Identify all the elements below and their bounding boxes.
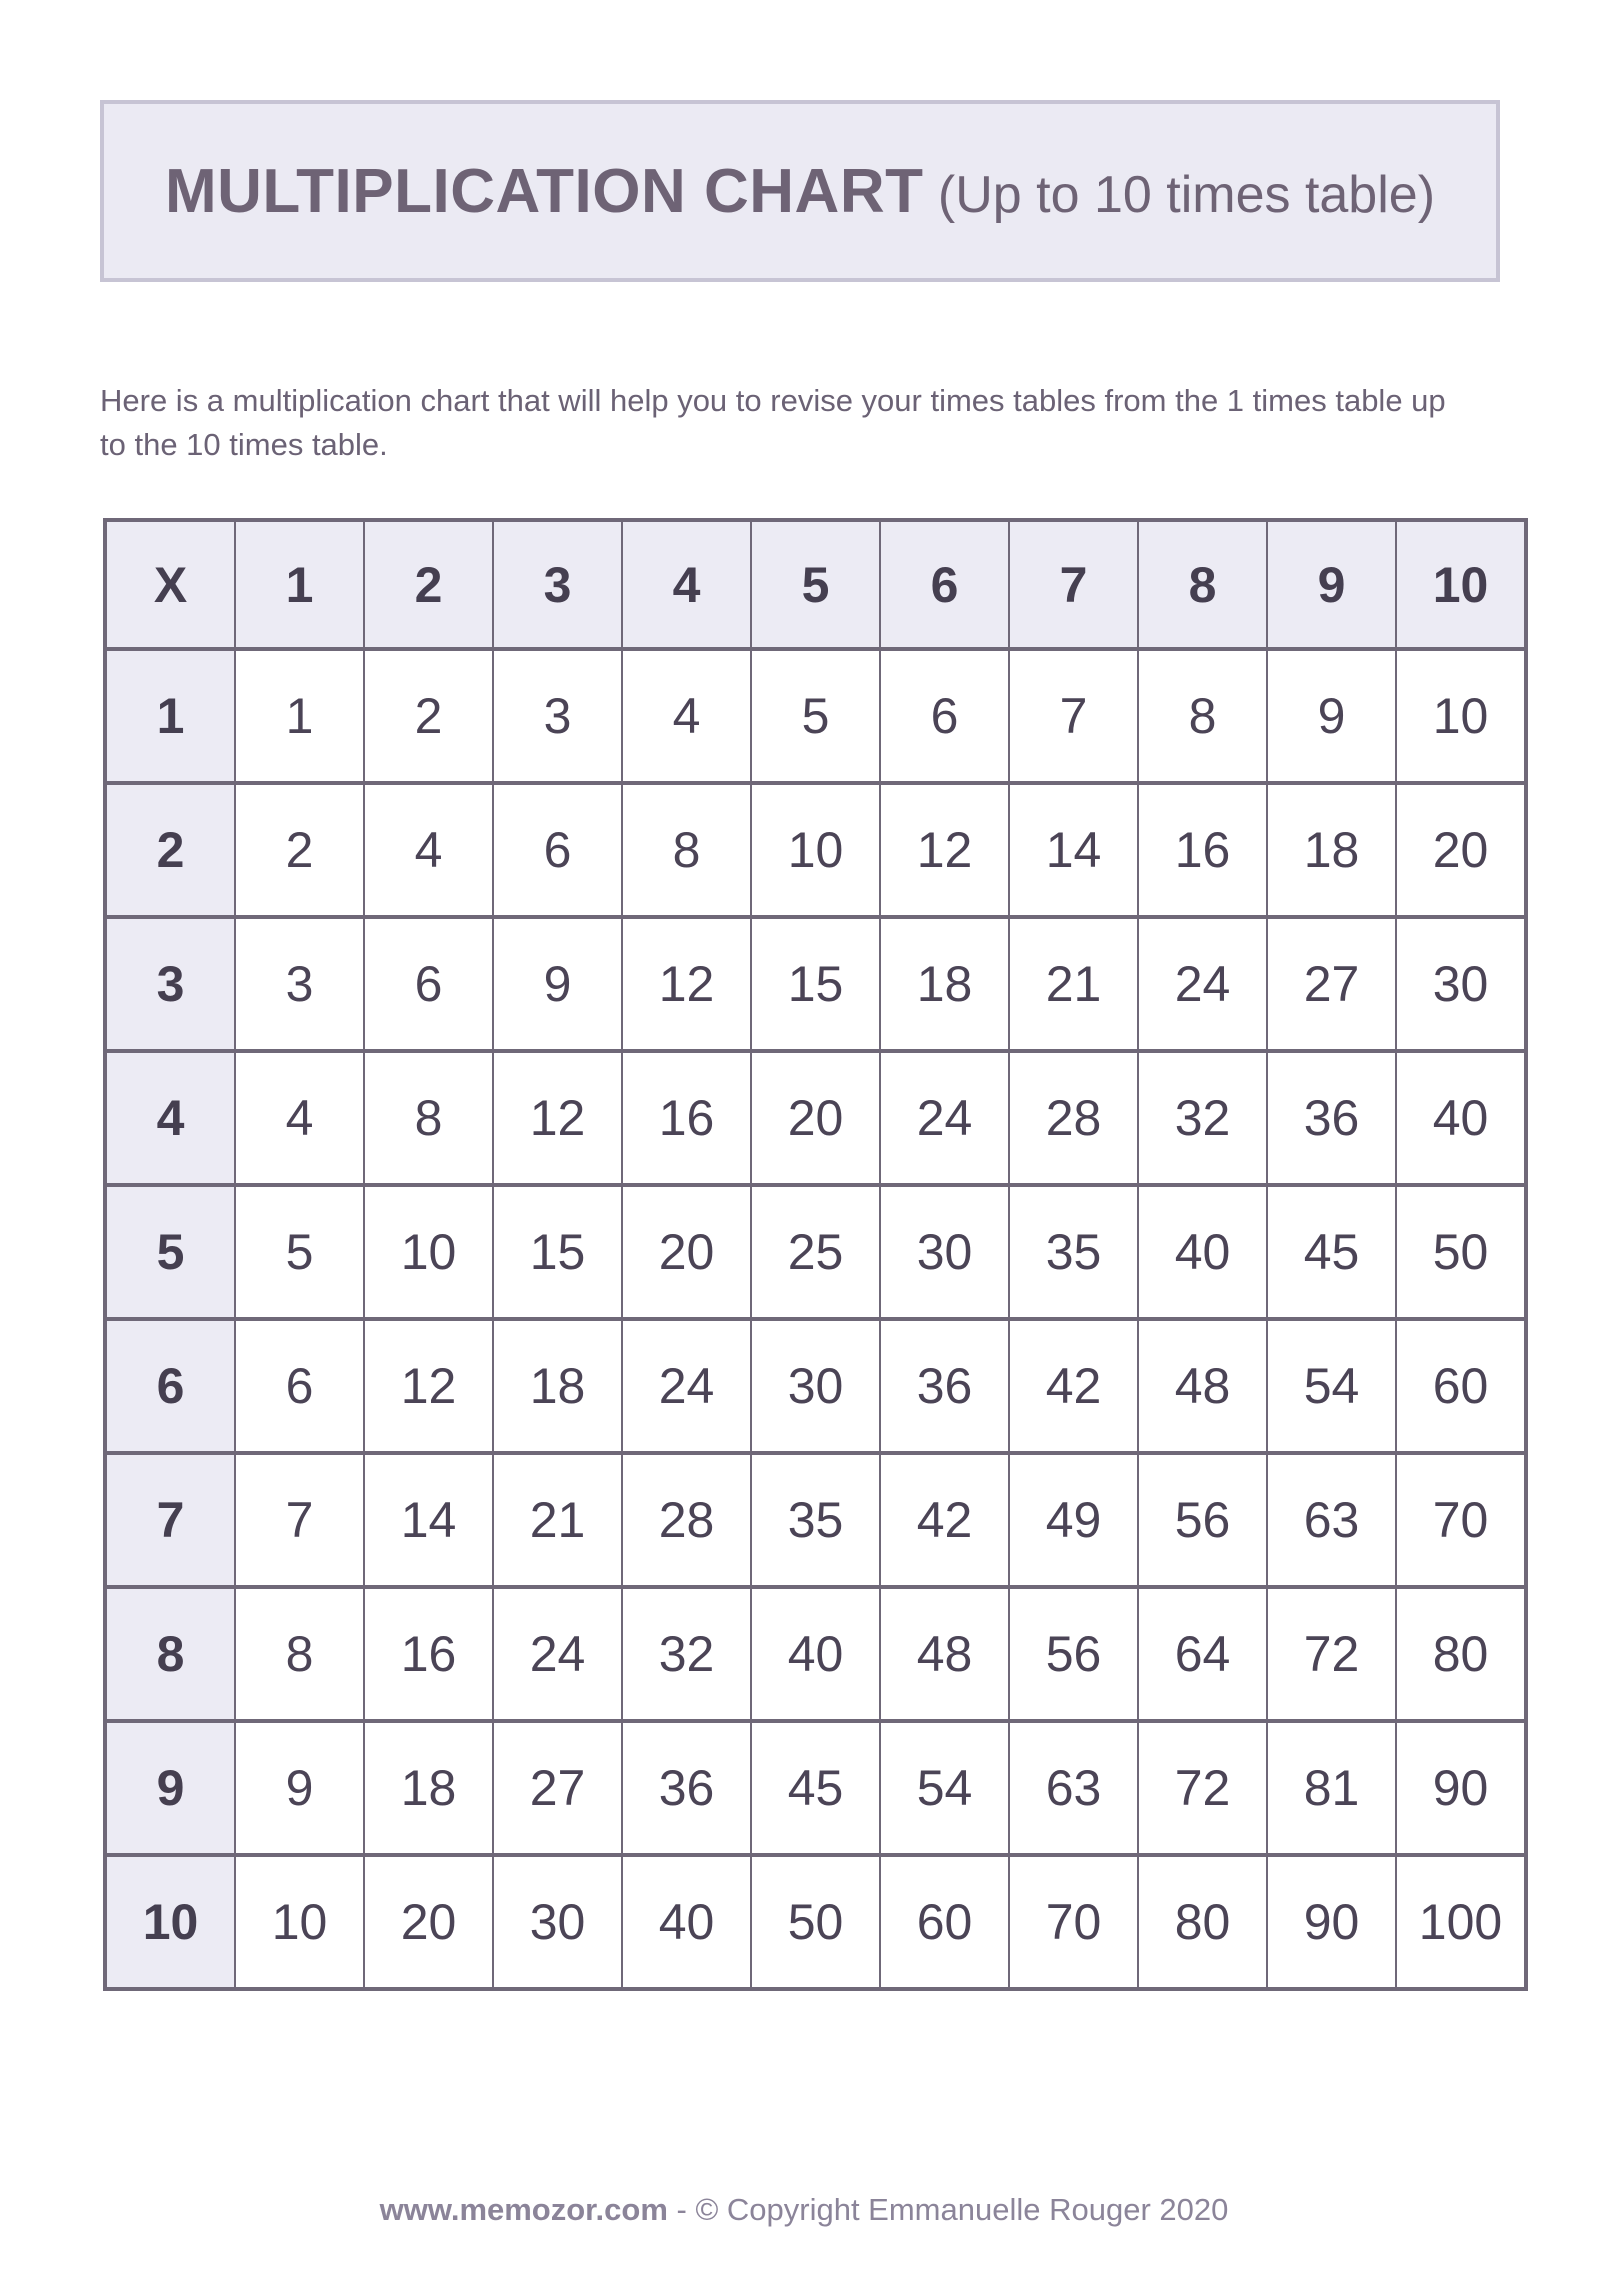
product-cell: 63 <box>1267 1453 1396 1587</box>
product-cell: 9 <box>493 917 622 1051</box>
product-cell: 3 <box>235 917 364 1051</box>
table-row <box>105 917 1526 1051</box>
column-header: 3 <box>493 520 622 649</box>
product-cell: 24 <box>622 1319 751 1453</box>
footer <box>0 2192 1608 2228</box>
product-cell: 42 <box>880 1453 1009 1587</box>
column-header: 10 <box>1396 520 1526 649</box>
multiplication-table <box>103 518 1528 1991</box>
row-header: 4 <box>105 1051 235 1185</box>
product-cell: 30 <box>493 1855 622 1989</box>
page-title <box>165 156 1435 227</box>
product-cell: 10 <box>364 1185 493 1319</box>
product-cell: 9 <box>1267 649 1396 783</box>
product-cell: 18 <box>880 917 1009 1051</box>
table-row <box>105 1185 1526 1319</box>
column-header: 9 <box>1267 520 1396 649</box>
product-cell: 15 <box>751 917 880 1051</box>
product-cell: 63 <box>1009 1721 1138 1855</box>
product-cell: 40 <box>1138 1185 1267 1319</box>
intro-text: Here is a multiplication chart that will help you to revise your times tables from the 1 times table up to the 10 times table. <box>100 383 1446 462</box>
product-cell: 20 <box>622 1185 751 1319</box>
table-header-row <box>105 520 1526 649</box>
page-title-main: MULTIPLICATION CHART <box>164 156 924 226</box>
row-header: 9 <box>105 1721 235 1855</box>
product-cell: 6 <box>364 917 493 1051</box>
product-cell: 6 <box>493 783 622 917</box>
row-header: 1 <box>105 649 235 783</box>
product-cell: 48 <box>1138 1319 1267 1453</box>
product-cell: 15 <box>493 1185 622 1319</box>
column-header: 6 <box>880 520 1009 649</box>
product-cell: 6 <box>235 1319 364 1453</box>
product-cell: 27 <box>493 1721 622 1855</box>
product-cell: 36 <box>880 1319 1009 1453</box>
product-cell: 30 <box>751 1319 880 1453</box>
product-cell: 36 <box>622 1721 751 1855</box>
product-cell: 9 <box>235 1721 364 1855</box>
product-cell: 30 <box>880 1185 1009 1319</box>
product-cell: 4 <box>235 1051 364 1185</box>
product-cell: 1 <box>235 649 364 783</box>
product-cell: 3 <box>493 649 622 783</box>
product-cell: 8 <box>364 1051 493 1185</box>
product-cell: 50 <box>1396 1185 1526 1319</box>
title-box <box>100 100 1500 282</box>
product-cell: 28 <box>1009 1051 1138 1185</box>
product-cell: 40 <box>622 1855 751 1989</box>
product-cell: 12 <box>364 1319 493 1453</box>
product-cell: 28 <box>622 1453 751 1587</box>
product-cell: 14 <box>364 1453 493 1587</box>
product-cell: 45 <box>1267 1185 1396 1319</box>
product-cell: 4 <box>364 783 493 917</box>
product-cell: 40 <box>751 1587 880 1721</box>
product-cell: 6 <box>880 649 1009 783</box>
product-cell: 60 <box>880 1855 1009 1989</box>
product-cell: 30 <box>1396 917 1526 1051</box>
product-cell: 18 <box>1267 783 1396 917</box>
product-cell: 54 <box>1267 1319 1396 1453</box>
product-cell: 10 <box>235 1855 364 1989</box>
product-cell: 18 <box>493 1319 622 1453</box>
column-header: 1 <box>235 520 364 649</box>
product-cell: 14 <box>1009 783 1138 917</box>
product-cell: 20 <box>1396 783 1526 917</box>
product-cell: 45 <box>751 1721 880 1855</box>
table-row <box>105 1319 1526 1453</box>
footer-copyright: - © Copyright Emmanuelle Rouger 2020 <box>667 2192 1229 2227</box>
product-cell: 70 <box>1009 1855 1138 1989</box>
row-header: 5 <box>105 1185 235 1319</box>
product-cell: 24 <box>493 1587 622 1721</box>
product-cell: 12 <box>493 1051 622 1185</box>
page-title-sub: (Up to 10 times table) <box>923 165 1436 224</box>
product-cell: 8 <box>622 783 751 917</box>
table-row <box>105 783 1526 917</box>
product-cell: 72 <box>1138 1721 1267 1855</box>
row-header: 7 <box>105 1453 235 1587</box>
product-cell: 25 <box>751 1185 880 1319</box>
product-cell: 32 <box>622 1587 751 1721</box>
product-cell: 72 <box>1267 1587 1396 1721</box>
product-cell: 21 <box>493 1453 622 1587</box>
product-cell: 10 <box>751 783 880 917</box>
table-row <box>105 1855 1526 1989</box>
product-cell: 20 <box>364 1855 493 1989</box>
product-cell: 64 <box>1138 1587 1267 1721</box>
row-header: 8 <box>105 1587 235 1721</box>
product-cell: 35 <box>751 1453 880 1587</box>
column-header: 2 <box>364 520 493 649</box>
product-cell: 56 <box>1138 1453 1267 1587</box>
product-cell: 24 <box>880 1051 1009 1185</box>
row-header: 3 <box>105 917 235 1051</box>
corner-cell: X <box>105 520 235 649</box>
product-cell: 16 <box>364 1587 493 1721</box>
product-cell: 18 <box>364 1721 493 1855</box>
product-cell: 2 <box>235 783 364 917</box>
product-cell: 48 <box>880 1587 1009 1721</box>
column-header: 8 <box>1138 520 1267 649</box>
product-cell: 50 <box>751 1855 880 1989</box>
table-row <box>105 649 1526 783</box>
product-cell: 27 <box>1267 917 1396 1051</box>
product-cell: 35 <box>1009 1185 1138 1319</box>
product-cell: 80 <box>1138 1855 1267 1989</box>
row-header: 6 <box>105 1319 235 1453</box>
product-cell: 49 <box>1009 1453 1138 1587</box>
product-cell: 90 <box>1267 1855 1396 1989</box>
product-cell: 8 <box>235 1587 364 1721</box>
product-cell: 36 <box>1267 1051 1396 1185</box>
product-cell: 8 <box>1138 649 1267 783</box>
product-cell: 42 <box>1009 1319 1138 1453</box>
product-cell: 24 <box>1138 917 1267 1051</box>
product-cell: 21 <box>1009 917 1138 1051</box>
product-cell: 16 <box>622 1051 751 1185</box>
product-cell: 7 <box>235 1453 364 1587</box>
product-cell: 70 <box>1396 1453 1526 1587</box>
product-cell: 5 <box>235 1185 364 1319</box>
product-cell: 4 <box>622 649 751 783</box>
table-row <box>105 1453 1526 1587</box>
table-row <box>105 1721 1526 1855</box>
product-cell: 80 <box>1396 1587 1526 1721</box>
product-cell: 32 <box>1138 1051 1267 1185</box>
column-header: 5 <box>751 520 880 649</box>
product-cell: 2 <box>364 649 493 783</box>
table-row <box>105 1587 1526 1721</box>
product-cell: 10 <box>1396 649 1526 783</box>
column-header: 4 <box>622 520 751 649</box>
product-cell: 81 <box>1267 1721 1396 1855</box>
row-header: 10 <box>105 1855 235 1989</box>
product-cell: 16 <box>1138 783 1267 917</box>
product-cell: 5 <box>751 649 880 783</box>
product-cell: 40 <box>1396 1051 1526 1185</box>
product-cell: 56 <box>1009 1587 1138 1721</box>
product-cell: 12 <box>880 783 1009 917</box>
product-cell: 60 <box>1396 1319 1526 1453</box>
product-cell: 54 <box>880 1721 1009 1855</box>
footer-site-name: www.memozor.com <box>379 2192 668 2227</box>
column-header: 7 <box>1009 520 1138 649</box>
product-cell: 20 <box>751 1051 880 1185</box>
product-cell: 12 <box>622 917 751 1051</box>
row-header: 2 <box>105 783 235 917</box>
table-row <box>105 1051 1526 1185</box>
product-cell: 90 <box>1396 1721 1526 1855</box>
product-cell: 100 <box>1396 1855 1526 1989</box>
product-cell: 7 <box>1009 649 1138 783</box>
